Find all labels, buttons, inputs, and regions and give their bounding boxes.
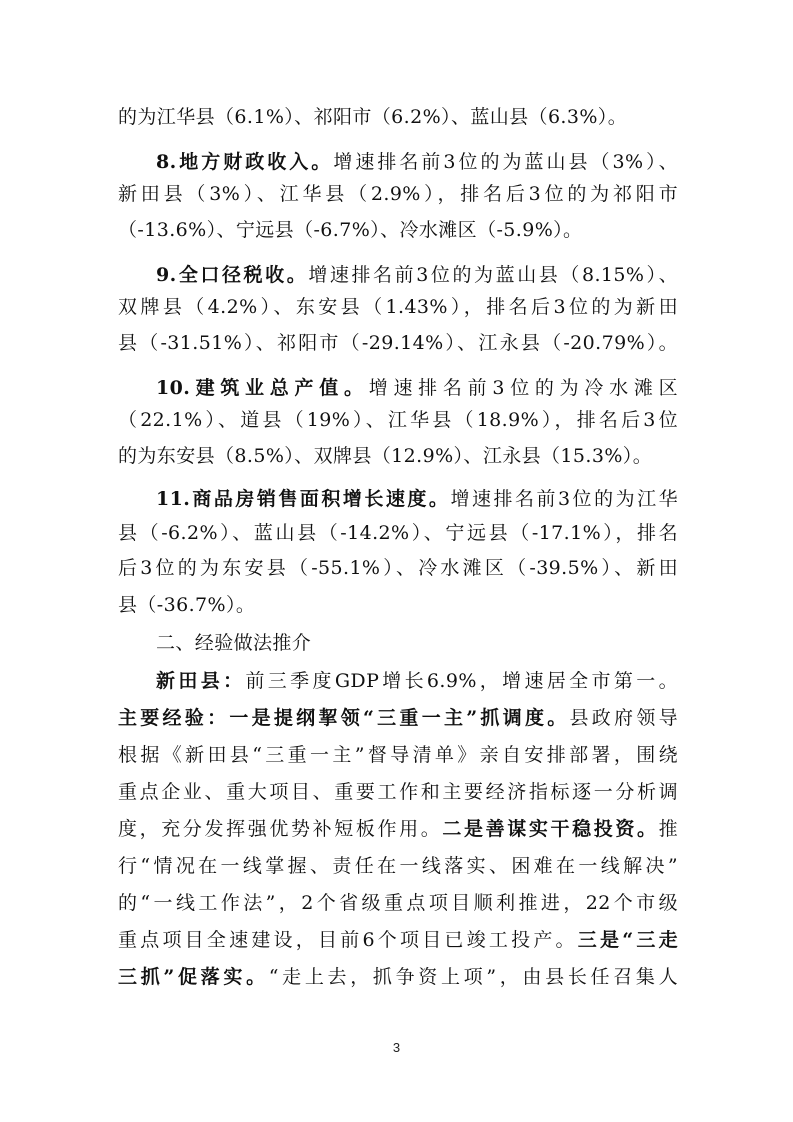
text-run: 增速排名前3位的为江华 — [450, 488, 678, 510]
text-line-18 — [118, 742, 678, 770]
text-line-24 — [118, 964, 678, 992]
text-line-8 — [156, 375, 678, 403]
text-line-5 — [156, 262, 678, 290]
text-run: 增速排名前3位的为冷水滩区 — [368, 377, 678, 399]
text-run: “走上去，抓争资上项”，由县长任召集人 — [268, 966, 678, 988]
text-line-1 — [118, 104, 678, 132]
bold-text-run: 8.地方财政收入。 — [156, 151, 334, 173]
bold-text-run: 10.建筑业总产值。 — [156, 377, 369, 399]
text-run: 根据《新田县“三重一主”督导清单》亲自安排部署，围绕 — [118, 744, 678, 766]
text-line-21 — [118, 853, 678, 881]
text-line-23 — [118, 927, 678, 955]
text-line-20 — [118, 816, 678, 844]
text-run: 重点企业、重大项目、重要工作和主要经济指标逐一分析调 — [118, 781, 678, 803]
text-line-22 — [118, 890, 678, 918]
text-run: 新田县（3%）、江华县（2.9%），排名后3位的为祁阳市 — [118, 183, 678, 205]
text-run: 的“一线工作法”，2个省级重点项目顺利推进，22个市级 — [118, 892, 678, 914]
text-line-4 — [118, 217, 678, 245]
text-line-9 — [118, 407, 678, 435]
text-run: 前三季度GDP增长6.9%，增速居全市第一。 — [245, 670, 678, 692]
text-line-6 — [118, 294, 678, 322]
text-run: 县（-36.7%）。 — [118, 594, 256, 616]
text-line-3 — [118, 181, 678, 209]
text-line-12 — [118, 520, 678, 548]
bold-text-run: 新田县： — [156, 670, 246, 692]
text-line-7 — [118, 330, 678, 358]
page-number: 3 — [392, 1040, 401, 1055]
text-line-14 — [118, 592, 678, 620]
bold-text-run: 二是善谋实干稳投资。 — [442, 818, 659, 840]
text-line-10 — [118, 443, 678, 471]
text-run: 行“情况在一线掌握、责任在一线落实、困难在一线解决” — [118, 855, 678, 877]
text-line-11 — [156, 486, 678, 514]
text-run: 县（-6.2%）、蓝山县（-14.2%）、宁远县（-17.1%），排名 — [118, 522, 678, 544]
bold-text-run: 三抓”促落实。 — [118, 966, 269, 988]
bold-text-run: 9.全口径税收。 — [156, 264, 309, 286]
text-run: 后3位的为东安县（-55.1%）、冷水滩区（-39.5%）、新田 — [118, 557, 678, 579]
bold-text-run: 主要经验：一是提纲挈领“三重一主”抓调度。 — [118, 707, 570, 729]
text-run: （-13.6%）、宁远县（-6.7%）、冷水滩区（-5.9%）。 — [118, 219, 583, 241]
text-run: 县政府领导 — [569, 707, 678, 729]
text-run: 二、经验做法推介 — [156, 632, 312, 654]
text-line-17 — [118, 705, 678, 733]
bold-text-run: 三是“三走 — [577, 929, 678, 951]
text-line-19 — [118, 779, 678, 807]
text-run: 度，充分发挥强优势补短板作用。 — [118, 818, 443, 840]
text-run: 的为东安县（8.5%）、双牌县（12.9%）、江永县（15.3%）。 — [118, 445, 653, 467]
text-run: 增速排名前3位的为蓝山县（8.15%）、 — [308, 264, 678, 286]
text-run: 的为江华县（6.1%）、祁阳市（6.2%）、蓝山县（6.3%）。 — [118, 106, 628, 128]
text-run: 县（-31.51%）、祁阳市（-29.14%）、江永县（-20.79%）。 — [118, 332, 678, 354]
text-line-13 — [118, 555, 678, 583]
bold-text-run: 11.商品房销售面积增长速度。 — [156, 488, 451, 510]
text-line-2 — [156, 149, 678, 177]
text-run: （22.1%）、道县（19%）、江华县（18.9%），排名后3位 — [118, 409, 678, 431]
text-run: 双牌县（4.2%）、东安县（1.43%），排名后3位的为新田 — [118, 296, 678, 318]
text-line-16 — [156, 668, 678, 696]
text-run: 重点项目全速建设，目前6个项目已竣工投产。 — [118, 929, 578, 951]
text-run: 增速排名前3位的为蓝山县（3%）、 — [333, 151, 678, 173]
section-heading — [156, 630, 678, 658]
text-run: 推 — [658, 818, 678, 840]
